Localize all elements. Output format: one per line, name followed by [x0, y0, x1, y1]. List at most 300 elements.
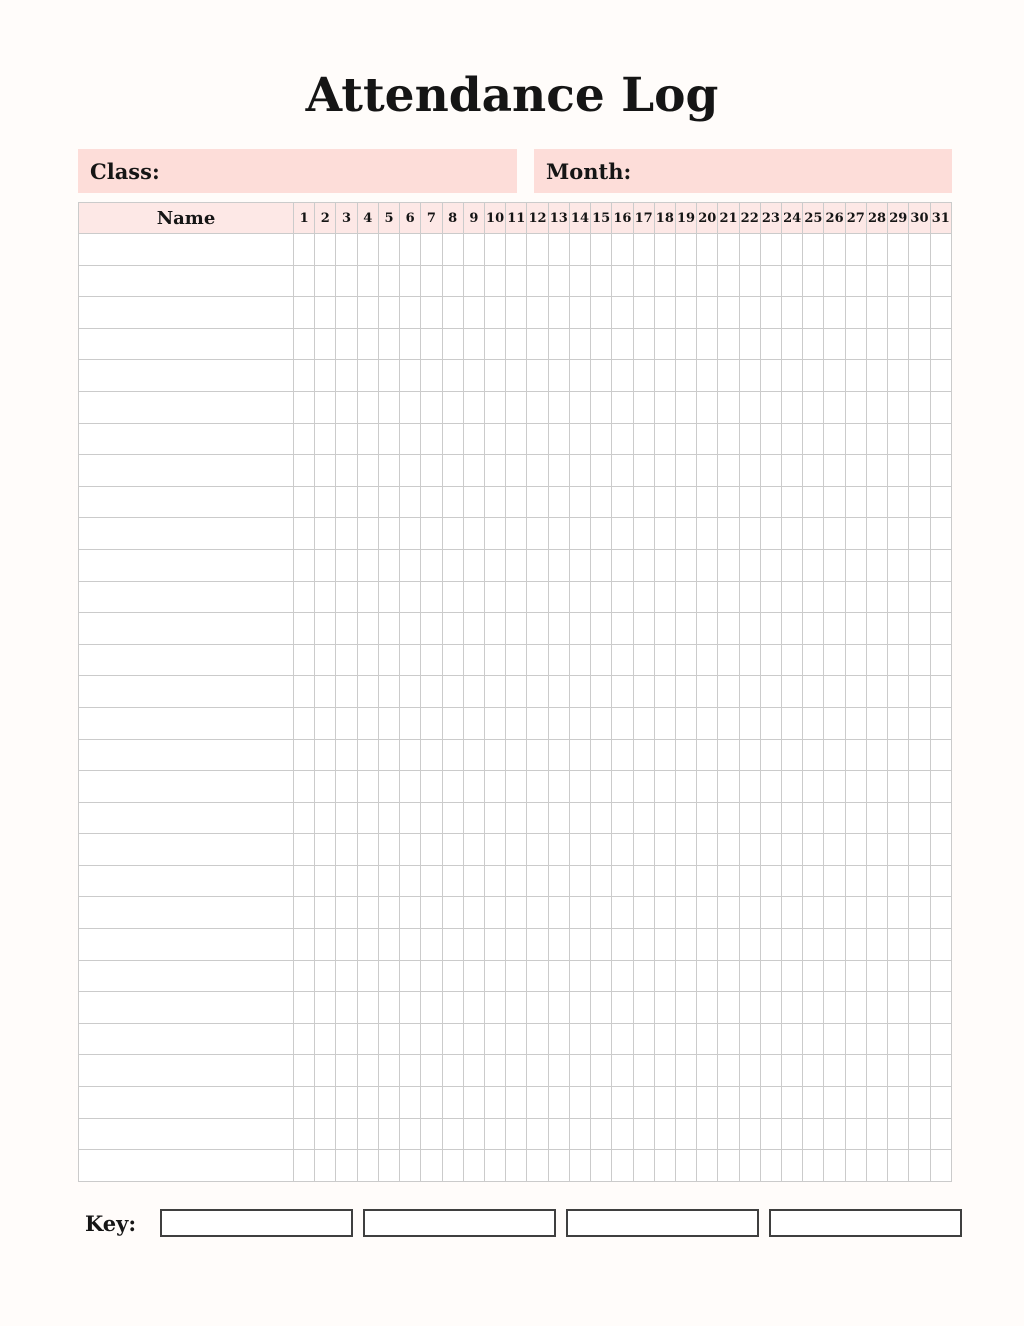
attendance-cell[interactable] — [421, 1150, 442, 1182]
attendance-cell[interactable] — [697, 518, 718, 550]
attendance-cell[interactable] — [442, 960, 463, 992]
attendance-cell[interactable] — [782, 1055, 803, 1087]
attendance-cell[interactable] — [463, 960, 484, 992]
attendance-cell[interactable] — [591, 1118, 612, 1150]
student-name-cell[interactable] — [79, 707, 294, 739]
attendance-cell[interactable] — [675, 234, 696, 266]
class-field[interactable] — [78, 149, 517, 193]
attendance-cell[interactable] — [633, 486, 654, 518]
attendance-cell[interactable] — [633, 455, 654, 487]
attendance-cell[interactable] — [463, 834, 484, 866]
attendance-cell[interactable] — [591, 549, 612, 581]
attendance-cell[interactable] — [294, 1023, 315, 1055]
attendance-cell[interactable] — [591, 423, 612, 455]
attendance-cell[interactable] — [909, 707, 930, 739]
attendance-cell[interactable] — [548, 1150, 569, 1182]
attendance-cell[interactable] — [294, 865, 315, 897]
attendance-cell[interactable] — [824, 644, 845, 676]
attendance-cell[interactable] — [463, 1087, 484, 1119]
attendance-cell[interactable] — [675, 992, 696, 1024]
attendance-cell[interactable] — [400, 297, 421, 329]
attendance-cell[interactable] — [824, 1055, 845, 1087]
attendance-cell[interactable] — [612, 1087, 633, 1119]
attendance-cell[interactable] — [633, 265, 654, 297]
attendance-cell[interactable] — [824, 455, 845, 487]
attendance-cell[interactable] — [888, 391, 909, 423]
attendance-cell[interactable] — [782, 1118, 803, 1150]
attendance-cell[interactable] — [739, 455, 760, 487]
attendance-cell[interactable] — [442, 1055, 463, 1087]
attendance-cell[interactable] — [357, 739, 378, 771]
attendance-cell[interactable] — [633, 360, 654, 392]
attendance-cell[interactable] — [866, 234, 887, 266]
attendance-cell[interactable] — [294, 549, 315, 581]
attendance-cell[interactable] — [569, 234, 590, 266]
attendance-cell[interactable] — [824, 265, 845, 297]
student-name-cell[interactable] — [79, 897, 294, 929]
attendance-cell[interactable] — [888, 328, 909, 360]
attendance-cell[interactable] — [484, 897, 505, 929]
attendance-cell[interactable] — [803, 676, 824, 708]
attendance-cell[interactable] — [697, 1023, 718, 1055]
attendance-cell[interactable] — [718, 992, 739, 1024]
attendance-cell[interactable] — [315, 486, 336, 518]
attendance-cell[interactable] — [378, 234, 399, 266]
attendance-cell[interactable] — [527, 771, 548, 803]
attendance-cell[interactable] — [357, 707, 378, 739]
attendance-cell[interactable] — [612, 834, 633, 866]
attendance-cell[interactable] — [697, 581, 718, 613]
attendance-cell[interactable] — [357, 1150, 378, 1182]
attendance-cell[interactable] — [357, 1055, 378, 1087]
attendance-cell[interactable] — [421, 549, 442, 581]
attendance-cell[interactable] — [357, 929, 378, 961]
attendance-cell[interactable] — [866, 1055, 887, 1087]
attendance-cell[interactable] — [612, 581, 633, 613]
attendance-cell[interactable] — [824, 1087, 845, 1119]
attendance-cell[interactable] — [739, 328, 760, 360]
attendance-cell[interactable] — [633, 992, 654, 1024]
attendance-cell[interactable] — [824, 234, 845, 266]
attendance-cell[interactable] — [548, 518, 569, 550]
attendance-cell[interactable] — [357, 644, 378, 676]
attendance-cell[interactable] — [845, 802, 866, 834]
attendance-cell[interactable] — [336, 455, 357, 487]
attendance-cell[interactable] — [866, 676, 887, 708]
attendance-cell[interactable] — [739, 423, 760, 455]
attendance-cell[interactable] — [803, 391, 824, 423]
attendance-cell[interactable] — [378, 360, 399, 392]
attendance-cell[interactable] — [569, 992, 590, 1024]
attendance-cell[interactable] — [484, 360, 505, 392]
attendance-cell[interactable] — [400, 1150, 421, 1182]
attendance-cell[interactable] — [463, 455, 484, 487]
attendance-cell[interactable] — [506, 518, 527, 550]
attendance-cell[interactable] — [400, 992, 421, 1024]
attendance-cell[interactable] — [591, 328, 612, 360]
attendance-cell[interactable] — [718, 234, 739, 266]
attendance-cell[interactable] — [315, 865, 336, 897]
attendance-cell[interactable] — [739, 391, 760, 423]
attendance-cell[interactable] — [591, 455, 612, 487]
attendance-cell[interactable] — [718, 1023, 739, 1055]
attendance-cell[interactable] — [866, 1023, 887, 1055]
attendance-cell[interactable] — [633, 1087, 654, 1119]
attendance-cell[interactable] — [888, 929, 909, 961]
attendance-cell[interactable] — [548, 423, 569, 455]
attendance-cell[interactable] — [845, 929, 866, 961]
attendance-cell[interactable] — [888, 613, 909, 645]
attendance-cell[interactable] — [484, 992, 505, 1024]
attendance-cell[interactable] — [697, 423, 718, 455]
attendance-cell[interactable] — [442, 549, 463, 581]
attendance-cell[interactable] — [739, 802, 760, 834]
attendance-cell[interactable] — [866, 802, 887, 834]
student-name-cell[interactable] — [79, 802, 294, 834]
attendance-cell[interactable] — [591, 960, 612, 992]
attendance-cell[interactable] — [315, 1150, 336, 1182]
attendance-cell[interactable] — [527, 992, 548, 1024]
attendance-cell[interactable] — [739, 518, 760, 550]
attendance-cell[interactable] — [336, 929, 357, 961]
attendance-cell[interactable] — [612, 865, 633, 897]
attendance-cell[interactable] — [909, 739, 930, 771]
attendance-cell[interactable] — [612, 360, 633, 392]
attendance-cell[interactable] — [591, 234, 612, 266]
attendance-cell[interactable] — [633, 613, 654, 645]
attendance-cell[interactable] — [463, 265, 484, 297]
attendance-cell[interactable] — [400, 455, 421, 487]
attendance-cell[interactable] — [930, 613, 951, 645]
attendance-cell[interactable] — [654, 960, 675, 992]
attendance-cell[interactable] — [760, 328, 781, 360]
attendance-cell[interactable] — [463, 771, 484, 803]
attendance-cell[interactable] — [888, 360, 909, 392]
attendance-cell[interactable] — [548, 739, 569, 771]
attendance-cell[interactable] — [569, 929, 590, 961]
attendance-cell[interactable] — [442, 802, 463, 834]
attendance-cell[interactable] — [527, 360, 548, 392]
attendance-cell[interactable] — [612, 1118, 633, 1150]
attendance-cell[interactable] — [315, 992, 336, 1024]
attendance-cell[interactable] — [888, 992, 909, 1024]
attendance-cell[interactable] — [824, 707, 845, 739]
attendance-cell[interactable] — [442, 518, 463, 550]
attendance-cell[interactable] — [930, 992, 951, 1024]
attendance-cell[interactable] — [548, 613, 569, 645]
attendance-cell[interactable] — [718, 960, 739, 992]
attendance-cell[interactable] — [506, 1023, 527, 1055]
attendance-cell[interactable] — [888, 297, 909, 329]
student-name-cell[interactable] — [79, 297, 294, 329]
attendance-cell[interactable] — [782, 771, 803, 803]
attendance-cell[interactable] — [442, 865, 463, 897]
attendance-cell[interactable] — [739, 644, 760, 676]
attendance-cell[interactable] — [845, 707, 866, 739]
attendance-cell[interactable] — [824, 360, 845, 392]
attendance-cell[interactable] — [315, 360, 336, 392]
attendance-cell[interactable] — [591, 676, 612, 708]
attendance-cell[interactable] — [760, 1023, 781, 1055]
attendance-cell[interactable] — [506, 1150, 527, 1182]
attendance-cell[interactable] — [803, 960, 824, 992]
attendance-cell[interactable] — [654, 897, 675, 929]
attendance-cell[interactable] — [760, 644, 781, 676]
attendance-cell[interactable] — [612, 929, 633, 961]
attendance-cell[interactable] — [484, 739, 505, 771]
attendance-cell[interactable] — [654, 802, 675, 834]
attendance-cell[interactable] — [400, 1087, 421, 1119]
attendance-cell[interactable] — [803, 897, 824, 929]
attendance-cell[interactable] — [569, 644, 590, 676]
attendance-cell[interactable] — [484, 644, 505, 676]
attendance-cell[interactable] — [506, 1118, 527, 1150]
attendance-cell[interactable] — [739, 1023, 760, 1055]
attendance-cell[interactable] — [612, 739, 633, 771]
attendance-cell[interactable] — [336, 1087, 357, 1119]
attendance-cell[interactable] — [675, 391, 696, 423]
attendance-cell[interactable] — [888, 771, 909, 803]
attendance-cell[interactable] — [760, 518, 781, 550]
attendance-cell[interactable] — [442, 834, 463, 866]
attendance-cell[interactable] — [633, 234, 654, 266]
attendance-cell[interactable] — [760, 391, 781, 423]
attendance-cell[interactable] — [866, 455, 887, 487]
attendance-cell[interactable] — [336, 676, 357, 708]
attendance-cell[interactable] — [612, 771, 633, 803]
attendance-cell[interactable] — [315, 1087, 336, 1119]
attendance-cell[interactable] — [633, 739, 654, 771]
attendance-cell[interactable] — [930, 581, 951, 613]
attendance-cell[interactable] — [421, 676, 442, 708]
attendance-cell[interactable] — [760, 581, 781, 613]
attendance-cell[interactable] — [548, 897, 569, 929]
attendance-cell[interactable] — [845, 455, 866, 487]
attendance-cell[interactable] — [909, 960, 930, 992]
attendance-cell[interactable] — [294, 992, 315, 1024]
attendance-cell[interactable] — [803, 328, 824, 360]
attendance-cell[interactable] — [442, 771, 463, 803]
attendance-cell[interactable] — [612, 486, 633, 518]
attendance-cell[interactable] — [463, 613, 484, 645]
attendance-cell[interactable] — [569, 265, 590, 297]
attendance-cell[interactable] — [506, 234, 527, 266]
attendance-cell[interactable] — [930, 676, 951, 708]
attendance-cell[interactable] — [739, 581, 760, 613]
attendance-cell[interactable] — [548, 486, 569, 518]
attendance-cell[interactable] — [336, 992, 357, 1024]
attendance-cell[interactable] — [888, 518, 909, 550]
attendance-cell[interactable] — [527, 929, 548, 961]
attendance-cell[interactable] — [527, 1055, 548, 1087]
attendance-cell[interactable] — [591, 360, 612, 392]
attendance-cell[interactable] — [315, 549, 336, 581]
attendance-cell[interactable] — [739, 1087, 760, 1119]
attendance-cell[interactable] — [442, 1087, 463, 1119]
student-name-cell[interactable] — [79, 929, 294, 961]
attendance-cell[interactable] — [718, 897, 739, 929]
attendance-cell[interactable] — [400, 328, 421, 360]
attendance-cell[interactable] — [569, 1150, 590, 1182]
attendance-cell[interactable] — [336, 739, 357, 771]
attendance-cell[interactable] — [803, 802, 824, 834]
attendance-cell[interactable] — [675, 897, 696, 929]
attendance-cell[interactable] — [654, 518, 675, 550]
attendance-cell[interactable] — [463, 897, 484, 929]
attendance-cell[interactable] — [675, 265, 696, 297]
attendance-cell[interactable] — [421, 897, 442, 929]
student-name-cell[interactable] — [79, 644, 294, 676]
attendance-cell[interactable] — [357, 518, 378, 550]
attendance-cell[interactable] — [845, 613, 866, 645]
attendance-cell[interactable] — [866, 423, 887, 455]
attendance-cell[interactable] — [697, 802, 718, 834]
student-name-cell[interactable] — [79, 992, 294, 1024]
attendance-cell[interactable] — [294, 1118, 315, 1150]
attendance-cell[interactable] — [591, 518, 612, 550]
attendance-cell[interactable] — [506, 328, 527, 360]
attendance-cell[interactable] — [506, 1055, 527, 1087]
attendance-cell[interactable] — [569, 1118, 590, 1150]
attendance-cell[interactable] — [909, 1055, 930, 1087]
attendance-cell[interactable] — [484, 929, 505, 961]
attendance-cell[interactable] — [782, 644, 803, 676]
attendance-cell[interactable] — [527, 518, 548, 550]
attendance-cell[interactable] — [591, 802, 612, 834]
attendance-cell[interactable] — [357, 297, 378, 329]
attendance-cell[interactable] — [675, 1087, 696, 1119]
attendance-cell[interactable] — [782, 486, 803, 518]
attendance-cell[interactable] — [442, 265, 463, 297]
attendance-cell[interactable] — [888, 960, 909, 992]
attendance-cell[interactable] — [654, 1087, 675, 1119]
attendance-cell[interactable] — [548, 1023, 569, 1055]
attendance-cell[interactable] — [824, 739, 845, 771]
attendance-cell[interactable] — [760, 549, 781, 581]
attendance-cell[interactable] — [866, 897, 887, 929]
attendance-cell[interactable] — [675, 1023, 696, 1055]
attendance-cell[interactable] — [930, 423, 951, 455]
attendance-cell[interactable] — [654, 360, 675, 392]
attendance-cell[interactable] — [803, 1023, 824, 1055]
attendance-cell[interactable] — [463, 1150, 484, 1182]
attendance-cell[interactable] — [909, 549, 930, 581]
attendance-cell[interactable] — [569, 613, 590, 645]
attendance-cell[interactable] — [378, 865, 399, 897]
attendance-cell[interactable] — [294, 897, 315, 929]
attendance-cell[interactable] — [888, 1118, 909, 1150]
attendance-cell[interactable] — [654, 455, 675, 487]
attendance-cell[interactable] — [548, 960, 569, 992]
attendance-cell[interactable] — [739, 265, 760, 297]
attendance-cell[interactable] — [675, 297, 696, 329]
attendance-cell[interactable] — [909, 391, 930, 423]
attendance-cell[interactable] — [548, 676, 569, 708]
attendance-cell[interactable] — [400, 265, 421, 297]
attendance-cell[interactable] — [421, 802, 442, 834]
attendance-cell[interactable] — [400, 929, 421, 961]
attendance-cell[interactable] — [527, 581, 548, 613]
attendance-cell[interactable] — [675, 486, 696, 518]
attendance-cell[interactable] — [378, 581, 399, 613]
attendance-cell[interactable] — [675, 802, 696, 834]
attendance-cell[interactable] — [357, 423, 378, 455]
attendance-cell[interactable] — [548, 391, 569, 423]
attendance-cell[interactable] — [909, 771, 930, 803]
student-name-cell[interactable] — [79, 865, 294, 897]
attendance-cell[interactable] — [357, 328, 378, 360]
attendance-cell[interactable] — [718, 644, 739, 676]
attendance-cell[interactable] — [294, 802, 315, 834]
attendance-cell[interactable] — [315, 802, 336, 834]
student-name-cell[interactable] — [79, 391, 294, 423]
attendance-cell[interactable] — [548, 992, 569, 1024]
attendance-cell[interactable] — [463, 676, 484, 708]
attendance-cell[interactable] — [506, 929, 527, 961]
attendance-cell[interactable] — [294, 834, 315, 866]
attendance-cell[interactable] — [697, 865, 718, 897]
attendance-cell[interactable] — [803, 360, 824, 392]
attendance-cell[interactable] — [527, 644, 548, 676]
attendance-cell[interactable] — [866, 739, 887, 771]
attendance-cell[interactable] — [463, 1055, 484, 1087]
attendance-cell[interactable] — [803, 613, 824, 645]
attendance-cell[interactable] — [888, 1150, 909, 1182]
student-name-cell[interactable] — [79, 518, 294, 550]
attendance-cell[interactable] — [506, 897, 527, 929]
attendance-cell[interactable] — [548, 707, 569, 739]
attendance-cell[interactable] — [866, 391, 887, 423]
student-name-cell[interactable] — [79, 676, 294, 708]
attendance-cell[interactable] — [463, 992, 484, 1024]
attendance-cell[interactable] — [782, 518, 803, 550]
attendance-cell[interactable] — [294, 297, 315, 329]
attendance-cell[interactable] — [888, 581, 909, 613]
attendance-cell[interactable] — [421, 455, 442, 487]
attendance-cell[interactable] — [506, 834, 527, 866]
attendance-cell[interactable] — [930, 771, 951, 803]
attendance-cell[interactable] — [675, 1150, 696, 1182]
attendance-cell[interactable] — [294, 960, 315, 992]
attendance-cell[interactable] — [633, 897, 654, 929]
attendance-cell[interactable] — [484, 865, 505, 897]
student-name-cell[interactable] — [79, 328, 294, 360]
attendance-cell[interactable] — [484, 518, 505, 550]
attendance-cell[interactable] — [654, 391, 675, 423]
attendance-cell[interactable] — [633, 391, 654, 423]
attendance-cell[interactable] — [294, 771, 315, 803]
attendance-cell[interactable] — [633, 960, 654, 992]
attendance-cell[interactable] — [294, 707, 315, 739]
attendance-cell[interactable] — [591, 1023, 612, 1055]
attendance-cell[interactable] — [782, 1150, 803, 1182]
attendance-cell[interactable] — [930, 1118, 951, 1150]
attendance-cell[interactable] — [760, 613, 781, 645]
student-name-cell[interactable] — [79, 613, 294, 645]
attendance-cell[interactable] — [930, 1055, 951, 1087]
attendance-cell[interactable] — [506, 486, 527, 518]
attendance-cell[interactable] — [506, 739, 527, 771]
attendance-cell[interactable] — [675, 581, 696, 613]
student-name-cell[interactable] — [79, 265, 294, 297]
attendance-cell[interactable] — [357, 455, 378, 487]
attendance-cell[interactable] — [357, 581, 378, 613]
attendance-cell[interactable] — [909, 234, 930, 266]
attendance-cell[interactable] — [718, 707, 739, 739]
attendance-cell[interactable] — [527, 549, 548, 581]
attendance-cell[interactable] — [782, 234, 803, 266]
attendance-cell[interactable] — [803, 865, 824, 897]
